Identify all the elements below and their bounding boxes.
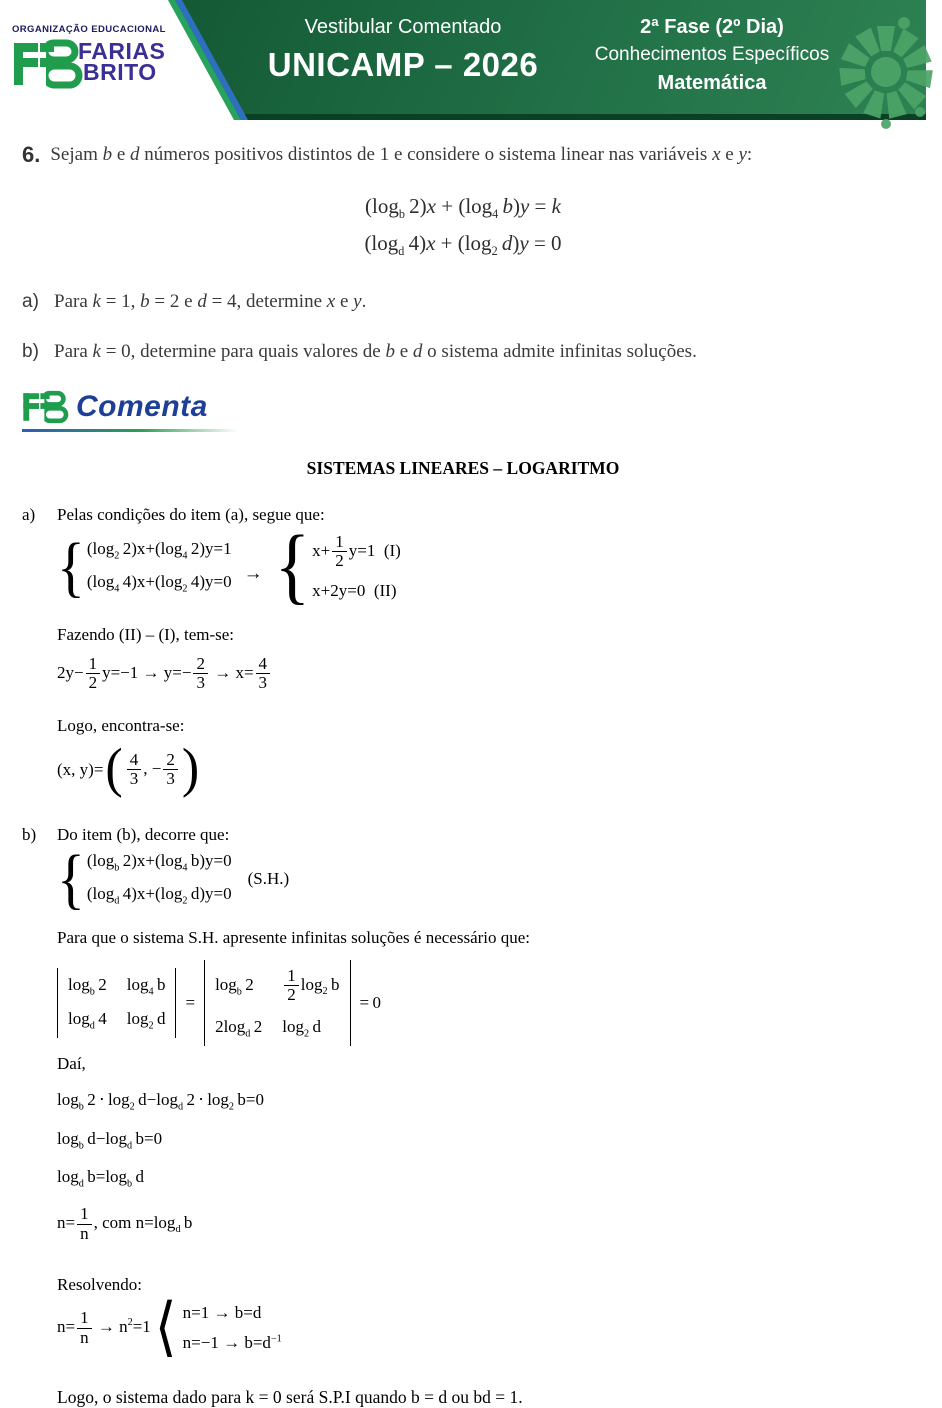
step3-intro: Logo, encontra-se: bbox=[57, 716, 185, 736]
banner-title-block bbox=[248, 16, 558, 84]
conclusion: Logo, o sistema dado para k = 0 será S.P.I quando b = d ou bd = 1. bbox=[57, 1387, 523, 1408]
step2-intro: Fazendo (II) – (I), tem-se: bbox=[57, 624, 235, 644]
exam-area: Conhecimentos Específicos bbox=[594, 44, 830, 65]
question-number: 6. bbox=[22, 142, 41, 167]
question-equation-2: ($\log_d$ $4)x + (\log_2$ d)y = 0 bbox=[364, 230, 562, 259]
question-equation-1: ($\log_b$ $2)x + (\log_4$ b)y = k bbox=[365, 193, 561, 221]
solution-item-a bbox=[22, 505, 902, 525]
question-stem: Sejam b e d números positivos distintos de 1 e considere o sistema linear nas variáveis x e y: bbox=[50, 144, 753, 165]
solution-item-b bbox=[22, 825, 902, 845]
unicamp-logo-icon bbox=[826, 16, 942, 120]
solution-section bbox=[0, 458, 926, 1408]
banner-title: UNICAMP – 2026 bbox=[267, 46, 539, 83]
brand-wordmark: FARIAS BRITO bbox=[78, 38, 166, 86]
paren-open: ( bbox=[105, 738, 123, 799]
system-a-original: { ($\log_2$ $2)x+(\log_4$ 2)y=1 ($\log_4$ $4)x+(\log_2$ 4)y=0 bbox=[57, 529, 232, 605]
question-equations bbox=[0, 194, 926, 259]
determinant-2: $\log_b 2$ $\frac{1}{2}$ $\log_2 b$ $2\log_d$ 2 $\log_2 d$ bbox=[204, 960, 350, 1046]
solution-a-intro: Pelas condições do item (a), segue que: bbox=[57, 505, 325, 525]
dai-line-2: $\log_b d-\log_d$ b=0 bbox=[57, 1128, 163, 1151]
system-b: { ($\log_b$ $2)x+(\log_4$ b)y=0 ($\log_d$ $4)x+(\log_2$ d)y=0 (S.H.) bbox=[57, 841, 290, 916]
fb-comenta-icon bbox=[22, 389, 68, 425]
step2-equation: 2y− $\frac{1}{2}$ y=−1 → y=− $\frac{2}{3}$ → x= $\frac{4}{3}$ bbox=[57, 655, 902, 693]
exam-subject: Matemática bbox=[657, 72, 767, 94]
header-banner bbox=[0, 0, 926, 120]
banner-subtitle: Vestibular Comentado bbox=[304, 16, 502, 38]
sh-label: (S.H.) bbox=[247, 868, 290, 888]
determinant-equation: $\log_b 2$ $\log_4 b$ $\log_d 4$ $\log_2 d$ = $\log_b 2$ $\frac{1}{2}$ $\log_2 b$ $2\log_d$ 2 $\log_2 d$ = 0 bbox=[57, 960, 902, 1046]
banner-exam-info bbox=[562, 13, 862, 97]
solution-b-intro: Do item (b), decorre que: bbox=[57, 825, 230, 845]
resolv-label: Resolvendo: bbox=[57, 1275, 142, 1295]
cases-bracket: ⟨ bbox=[154, 1290, 177, 1365]
dai-line-3: $\log_d b=\log_b$ d bbox=[57, 1166, 145, 1190]
paren-close: ) bbox=[181, 738, 200, 799]
step3-result: (x, y)= ( $\frac{4}{3}$ , − $\frac{2}{3}$ ) bbox=[57, 738, 200, 799]
dai-line-4: n= $\frac{1}{n}$ , com $n=\log_d$ b bbox=[57, 1204, 193, 1243]
solution-a-label: a) bbox=[22, 505, 36, 525]
determinant-1: $\log_b 2$ $\log_4 b$ $\log_d 4$ $\log_2 d$ bbox=[57, 968, 176, 1039]
item-b-text: Para k = 0, determine para quais valores de b e d o sistema admite infinitas soluções. bbox=[54, 341, 697, 363]
dai-label: Daí, bbox=[57, 1054, 86, 1074]
item-b-label: b) bbox=[22, 341, 39, 363]
arrow-icon: → bbox=[243, 562, 263, 584]
question-item-a bbox=[22, 291, 902, 313]
resolv-equation: n= $\frac{1}{n}$ → $n^2=1$ ⟨ n=1 → b=d $n=-1 \to b=d^{-1}$ bbox=[57, 1290, 282, 1365]
question-section bbox=[0, 142, 926, 363]
question-item-b bbox=[22, 341, 902, 363]
system-a-transform bbox=[57, 519, 926, 614]
dai-line-1: $\log_b 2 \cdot \log_2 d-\log_d$ $2 \cdot \log_2 b=0$ bbox=[57, 1090, 265, 1113]
org-label: ORGANIZAÇÃO EDUCACIONAL bbox=[12, 24, 166, 35]
b-condition: Para que o sistema S.H. apresente infinitas soluções é necessário que: bbox=[57, 928, 531, 948]
fb-comenta-logo bbox=[22, 389, 238, 432]
comenta-underline bbox=[22, 429, 238, 432]
fb-logo-icon bbox=[12, 37, 82, 91]
farias-brito-logo bbox=[12, 24, 202, 91]
solution-title: SISTEMAS LINEARES – LOGARITMO bbox=[306, 458, 620, 479]
exam-phase: 2ª Fase (2º Dia) bbox=[640, 16, 784, 38]
dai-derivation bbox=[0, 1090, 926, 1243]
comenta-label: Comenta bbox=[76, 390, 208, 424]
item-a-text: Para k = 1, b = 2 e d = 4, determine x e y. bbox=[54, 291, 367, 313]
solution-b-label: b) bbox=[22, 825, 37, 845]
item-a-label: a) bbox=[22, 291, 39, 313]
system-a-simplified: { x+ $\frac{1}{2}$ y=1 (I) x+2y=0 (II) bbox=[274, 519, 401, 614]
